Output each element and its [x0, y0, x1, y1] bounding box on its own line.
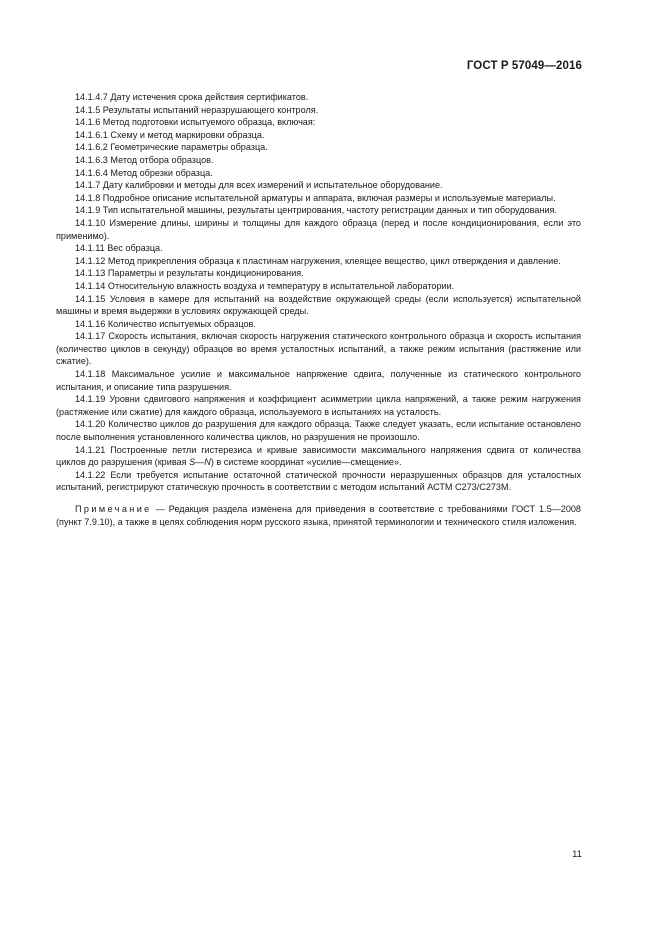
clause-14-1-19: 14.1.19 Уровни сдвигового напряжения и коэффициент асимметрии цикла напряжений, а также режим нагружения (растяжение или сжатие) для каждого образца, используемого в испытаниях на усталость. [56, 394, 581, 417]
page-number: 11 [572, 849, 582, 860]
clause-14-1-6-3: 14.1.6.3 Метод отбора образцов. [75, 154, 214, 165]
note-text: — Редакция раздела изменена для приведения в соответствие с требованиями ГОСТ 1.5—2008 (пункт 7.9.10), а также в целях соблюдения норм русского языка, принятой терминологии и технического стиля изложения. [56, 504, 581, 527]
clause-14-1-9: 14.1.9 Тип испытательной машины, результаты центрирования, частоту регистрации данных и тип оборудования. [75, 205, 558, 216]
clause-14-1-6: 14.1.6 Метод подготовки испытуемого образца, включая: [75, 117, 316, 128]
clause-14-1-13: 14.1.13 Параметры и результаты кондиционирования. [75, 268, 304, 279]
clause-14-1-12: 14.1.12 Метод прикрепления образца к пластинам нагружения, клеящее вещество, цикл отверждения и давление. [75, 255, 561, 266]
clause-14-1-6-2: 14.1.6.2 Геометрические параметры образца. [75, 142, 268, 153]
clause-14-1-11: 14.1.11 Вес образца. [75, 243, 163, 254]
clause-14-1-14: 14.1.14 Относительную влажность воздуха и температуру в испытательной лаборатории. [75, 280, 455, 291]
clause-14-1-4-7: 14.1.4.7 Дату истечения срока действия сертификатов. [75, 92, 309, 102]
clause-14-1-21 [56, 444, 581, 469]
clause-14-1-6-4: 14.1.6.4 Метод обрезки образца. [75, 167, 213, 178]
clause-14-1-18: 14.1.18 Максимальное усилие и максимальное напряжение сдвига, полученные из статического контрольного испытания, и описание типа разрушения. [56, 369, 581, 392]
clause-14-1-17: 14.1.17 Скорость испытания, включая скорость нагружения статического контрольного образца и скорость испытания (количество циклов в секунду) образцов во время усталостных испытаний, а также режим испытания (растяжение или сжатие). [56, 331, 581, 367]
clause-14-1-8: 14.1.8 Подробное описание испытательной арматуры и аппарата, включая размеры и используемые материалы. [75, 192, 556, 203]
clause-14-1-20: 14.1.20 Количество циклов до разрушения для каждого образца. Также следует указать, если испытание остановлено после выполнения установленного количества циклов, но разрушения не произошло. [56, 419, 581, 443]
clause-14-1-5: 14.1.5 Результаты испытаний неразрушающего контроля. [75, 104, 319, 115]
clause-14-1-22: 14.1.22 Если требуется испытание остаточной статической прочности неразрушенных образцов для усталостных испытаний, регистрируют статическую прочность в соответствии с методом испытаний АСТМ С273/С273М. [56, 469, 581, 493]
clause-14-1-15: 14.1.15 Условия в камере для испытаний на воздействие окружающей среды (если используется) испытательной машины и время выдержки в условиях окружающей среды. [56, 293, 581, 317]
note-label: Примечание [75, 504, 152, 514]
clause-14-1-21-after: ) в системе координат «усилие—смещение». [210, 457, 402, 468]
curve-s-symbol: S [189, 457, 196, 468]
standard-id: ГОСТ Р 57049—2016 [466, 60, 582, 72]
editorial-note [56, 503, 581, 528]
document-body [56, 91, 581, 528]
curve-n-symbol: N [204, 457, 211, 468]
curve-dash: — [195, 457, 205, 468]
clause-14-1-6-1: 14.1.6.1 Схему и метод маркировки образца. [75, 129, 265, 140]
clause-14-1-7: 14.1.7 Дату калибровки и методы для всех измерений и испытательное оборудование. [75, 180, 443, 191]
clause-14-1-21-before: 14.1.21 Построенные петли гистерезиса и кривые зависимости максимального напряжения сдвига от количества циклов до разрушения (кривая [56, 444, 581, 468]
clause-14-1-16: 14.1.16 Количество испытуемых образцов. [75, 318, 256, 329]
clause-14-1-10: 14.1.10 Измерение длины, ширины и толщины для каждого образца (перед и после кондиционирования, если это применимо). [56, 217, 581, 241]
document-header [467, 60, 582, 72]
